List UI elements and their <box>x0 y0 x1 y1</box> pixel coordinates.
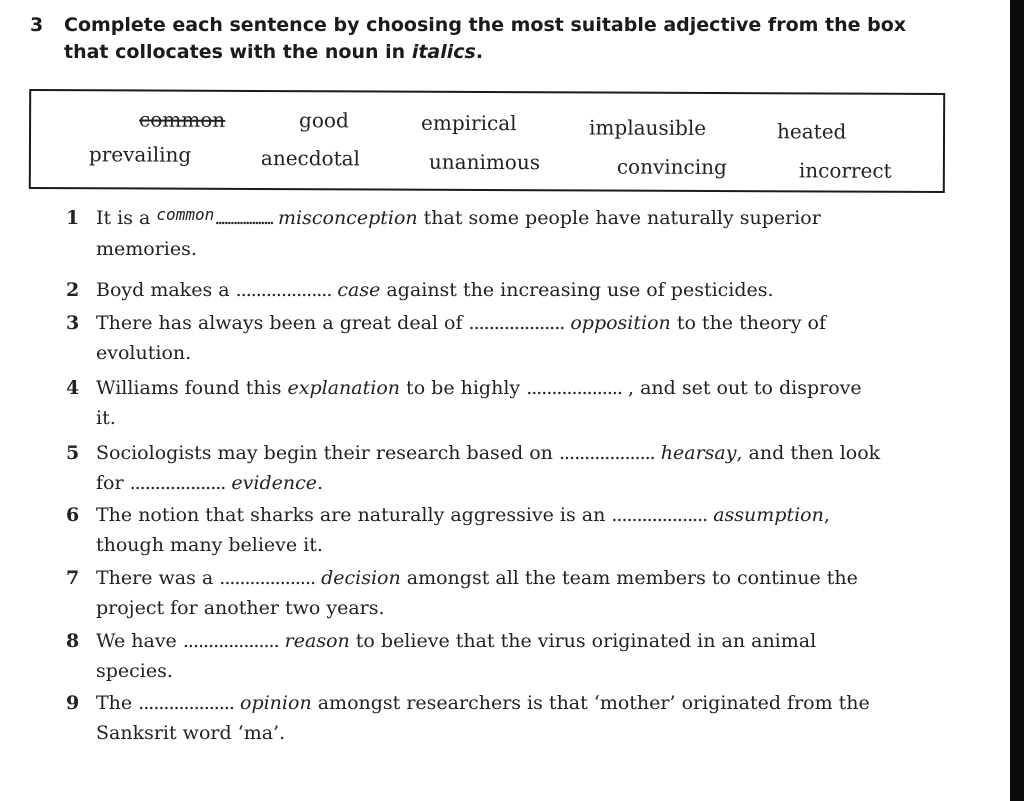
item-text: We have <box>96 630 183 652</box>
item-number: 8 <box>66 630 80 652</box>
answer-blank[interactable]: ................... <box>138 692 234 714</box>
item-text: though many believe it. <box>96 534 323 556</box>
item-text: , <box>823 504 830 526</box>
item-number: 4 <box>66 377 80 399</box>
answer-blank[interactable]: ................... <box>526 377 622 399</box>
item-number: 2 <box>66 279 80 301</box>
item-number: 3 <box>66 312 80 334</box>
item-text: project for another two years. <box>96 597 385 619</box>
answer-blank[interactable]: ................... <box>129 472 226 494</box>
item-noun: assumption <box>707 504 824 526</box>
item-noun: opposition <box>564 312 671 334</box>
box-word: incorrect <box>798 158 892 183</box>
answer-blank[interactable]: ................... <box>468 312 565 334</box>
item-text: to believe that the virus originated in an animal <box>349 630 817 652</box>
item-noun: decision <box>315 567 401 589</box>
item-noun: evidence <box>225 472 317 494</box>
item-text: species. <box>96 660 173 682</box>
item-text: amongst researchers is that ‘mother’ originated from the <box>311 692 870 714</box>
item-text: to be highly <box>400 377 527 399</box>
item-text: against the increasing use of pesticides. <box>380 279 774 301</box>
answer-blank[interactable]: ................... <box>611 504 708 526</box>
item-text: for <box>96 472 130 494</box>
task-number: 3 <box>30 14 44 36</box>
box-word: anecdotal <box>260 146 361 171</box>
box-word: implausible <box>589 115 707 140</box>
item-text: that some people have naturally superior <box>417 207 821 229</box>
item-text: amongst all the team members to continue the <box>400 567 858 589</box>
item-number: 5 <box>66 442 80 464</box>
item-number: 7 <box>66 567 80 589</box>
item-text: Williams found this <box>96 377 288 399</box>
box-word: convincing <box>616 154 727 180</box>
scan-edge <box>1010 0 1024 801</box>
item-text: The <box>96 692 139 714</box>
item-text: The notion that sharks are naturally aggressive is an <box>96 504 612 526</box>
answer-blank[interactable]: ................... <box>214 207 272 229</box>
item-number: 1 <box>66 207 80 229</box>
item-number: 9 <box>66 692 80 714</box>
box-word: good <box>299 108 349 133</box>
item-text: it. <box>96 407 116 429</box>
box-word: prevailing <box>88 142 192 167</box>
handwritten-answer: common <box>156 205 215 224</box>
item-text: There has always been a great deal of <box>96 312 469 334</box>
item-text: evolution. <box>96 342 192 364</box>
item-text: It is a <box>96 207 157 229</box>
item-text: , and then look <box>736 442 881 464</box>
item-text: Sociologists may begin their research based on <box>96 442 559 464</box>
item-noun: opinion <box>233 692 312 714</box>
item-text: Boyd makes a <box>96 279 236 301</box>
item-text: to the theory of <box>670 312 826 334</box>
answer-blank[interactable]: ................... <box>182 630 279 652</box>
item-text: . <box>316 472 324 494</box>
item-text: Sanksrit word ‘ma’. <box>96 722 286 744</box>
task-line2b: italics <box>411 41 476 63</box>
task-text <box>64 12 944 66</box>
task-line1: Complete each sentence by choosing the most suitable adjective from the box <box>64 14 907 36</box>
item-noun: misconception <box>271 207 418 229</box>
box-word: unanimous <box>428 149 541 175</box>
answer-blank[interactable]: ................... <box>558 442 655 464</box>
box-word: empirical <box>421 110 517 136</box>
item-text: , and set out to disprove <box>621 377 862 399</box>
item-noun: reason <box>278 630 350 652</box>
item-noun: hearsay <box>654 442 737 464</box>
answer-blank[interactable]: ................... <box>235 279 332 301</box>
item-noun: case <box>331 279 381 301</box>
box-word: heated <box>776 119 847 144</box>
task-line2c: . <box>475 41 484 63</box>
task-line2a: that collocates with the noun in <box>64 41 412 63</box>
answer-blank[interactable]: ................... <box>219 567 316 589</box>
adjective-box <box>29 89 945 193</box>
item-noun: explanation <box>287 377 401 399</box>
box-word: common <box>139 107 226 132</box>
item-text: memories. <box>96 238 197 260</box>
item-text: There was a <box>96 567 220 589</box>
item-number: 6 <box>66 504 80 526</box>
